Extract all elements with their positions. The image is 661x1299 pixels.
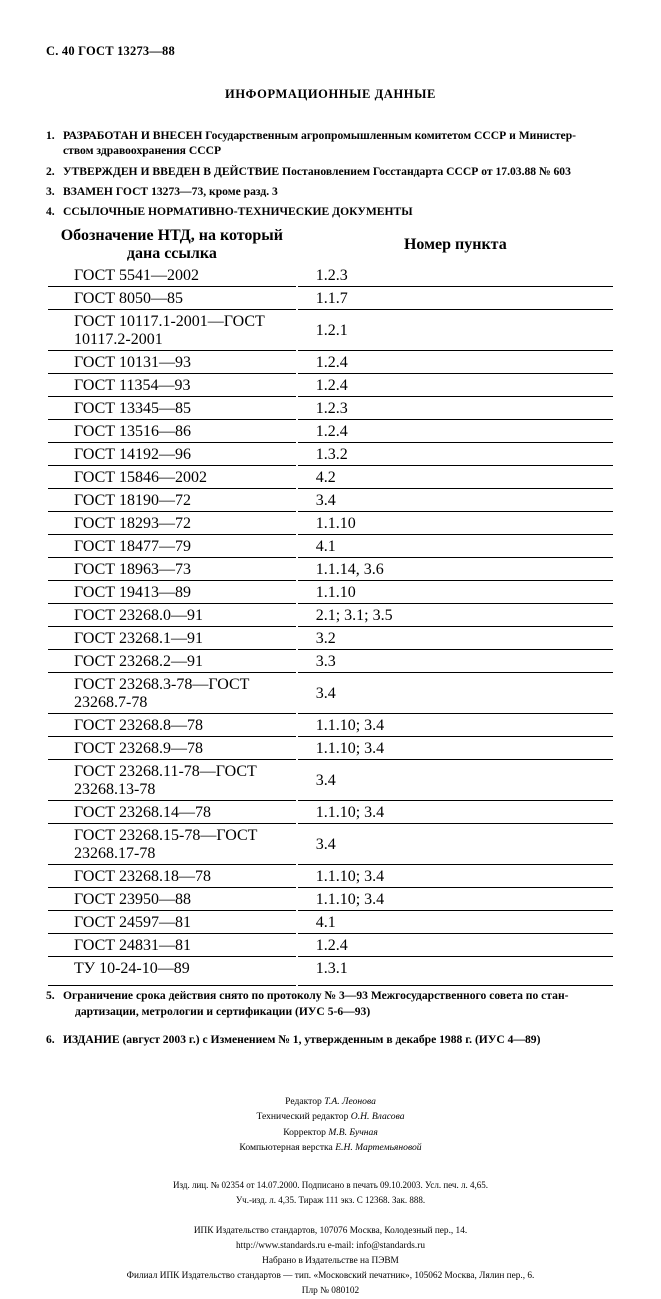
cell-ntd: ГОСТ 19413—89 <box>48 583 296 604</box>
cell-clause: 1.1.10; 3.4 <box>298 716 613 737</box>
note-number: 5. <box>46 989 55 1003</box>
column-header-ntd: Обозначение НТД, на который дана ссылка <box>60 227 283 263</box>
page-title: ИНФОРМАЦИОННЫЕ ДАННЫЕ <box>225 87 436 101</box>
cell-clause: 1.3.2 <box>298 445 613 466</box>
cell-ntd: ГОСТ 23268.18—78 <box>48 867 296 888</box>
cell-clause: 1.1.10 <box>298 583 613 604</box>
cell-clause: 3.4 <box>298 675 613 714</box>
table-row <box>48 803 613 824</box>
table-row <box>48 583 613 604</box>
cell-clause: 1.3.1 <box>298 959 613 986</box>
cell-ntd: ГОСТ 23950—88 <box>48 890 296 911</box>
cell-ntd: ГОСТ 8050—85 <box>48 289 296 310</box>
cell-ntd: ГОСТ 23268.15-78—ГОСТ 23268.17-78 <box>48 826 296 865</box>
cell-ntd: ГОСТ 13345—85 <box>48 399 296 420</box>
cell-clause: 1.2.3 <box>298 399 613 420</box>
cell-clause: 1.1.7 <box>298 289 613 310</box>
cell-ntd: ГОСТ 10131—93 <box>48 353 296 374</box>
item-line-1: УТВЕРЖДЕН И ВВЕДЕН В ДЕЙСТВИЕ Постановлением Госстандарта СССР от 17.03.88 № 603 <box>63 164 571 178</box>
table-row <box>48 353 613 374</box>
imprint-line: Изд. лиц. № 02354 от 14.07.2000. Подписано в печать 09.10.2003. Усл. печ. л. 4,65. <box>173 1179 488 1190</box>
reference-documents-table <box>46 224 615 988</box>
publisher-line: ИПК Издательство стандартов, 107076 Москва, Колодезный пер., 14. <box>193 1225 468 1236</box>
table-row <box>48 491 613 512</box>
table-row <box>48 422 613 443</box>
credit-line <box>46 1140 615 1156</box>
item-text <box>63 184 615 199</box>
table-row <box>48 537 613 558</box>
cell-ntd: ГОСТ 23268.8—78 <box>48 716 296 737</box>
table-row <box>48 266 613 287</box>
column-header-clause: Номер пункта <box>403 236 507 254</box>
note-number: 6. <box>46 1033 55 1047</box>
cell-clause: 3.4 <box>298 491 613 512</box>
cell-clause: 3.4 <box>298 826 613 865</box>
table-row <box>48 560 613 581</box>
table-row <box>48 606 613 627</box>
table-row <box>48 936 613 957</box>
cell-ntd: ГОСТ 23268.0—91 <box>48 606 296 627</box>
cell-clause: 1.2.4 <box>298 422 613 443</box>
cell-ntd: ГОСТ 18963—73 <box>48 560 296 581</box>
item-text <box>63 204 615 219</box>
publisher-website-line: http://www.standards.ru e-mail: info@standards.ru <box>236 1240 425 1251</box>
cell-clause: 1.1.14, 3.6 <box>298 560 613 581</box>
imprint-block <box>46 1178 615 1208</box>
cell-ntd: ГОСТ 18477—79 <box>48 537 296 558</box>
table-row <box>48 399 613 420</box>
table-row <box>48 514 613 535</box>
cell-ntd: ГОСТ 24597—81 <box>48 913 296 934</box>
table-row <box>48 739 613 760</box>
table-row <box>48 867 613 888</box>
note-item <box>46 1032 615 1048</box>
cell-clause: 1.2.3 <box>298 266 613 287</box>
cell-ntd: ГОСТ 18293—72 <box>48 514 296 535</box>
table-row <box>48 675 613 714</box>
cell-ntd: ГОСТ 24831—81 <box>48 936 296 957</box>
cell-clause: 1.1.10; 3.4 <box>298 803 613 824</box>
list-item <box>46 204 615 219</box>
list-item <box>46 128 615 159</box>
cell-clause: 3.4 <box>298 762 613 801</box>
credit-name: О.Н. Власова <box>350 1111 405 1123</box>
cell-ntd: ГОСТ 15846—2002 <box>48 468 296 489</box>
item-text <box>63 164 615 179</box>
item-number: 4. <box>46 205 55 219</box>
cell-ntd: ГОСТ 14192—96 <box>48 445 296 466</box>
item-line-2: ством здравоохранения СССР <box>63 144 222 158</box>
credit-role: Компьютерная верстка <box>239 1142 336 1154</box>
credit-line <box>46 1125 615 1141</box>
cell-clause: 3.3 <box>298 652 613 673</box>
credits-block <box>46 1094 615 1156</box>
publisher-line: Плр № 080102 <box>301 1285 360 1296</box>
cell-clause: 1.2.1 <box>298 312 613 351</box>
note-text <box>63 988 615 1020</box>
cell-clause: 1.2.4 <box>298 936 613 957</box>
cell-clause: 4.1 <box>298 913 613 934</box>
cell-clause: 1.2.4 <box>298 376 613 397</box>
cell-ntd: ГОСТ 5541—2002 <box>48 266 296 287</box>
publisher-line: Набрано в Издательстве на ПЭВМ <box>262 1255 399 1266</box>
note-text <box>63 1032 615 1048</box>
table-row <box>48 312 613 351</box>
note-line-1: Ограничение срока действия снято по протоколу № 3—93 Межгосударственного совета по стан- <box>63 989 569 1003</box>
cell-ntd: ГОСТ 23268.14—78 <box>48 803 296 824</box>
cell-ntd: ГОСТ 18190—72 <box>48 491 296 512</box>
cell-clause: 1.1.10; 3.4 <box>298 867 613 888</box>
note-line-2: дартизации, метрологии и сертификации (ИУС 5-6—93) <box>75 1005 371 1019</box>
cell-ntd: ГОСТ 23268.11-78—ГОСТ 23268.13-78 <box>48 762 296 801</box>
table-body <box>48 266 613 986</box>
credit-role: Корректор <box>283 1126 329 1138</box>
credit-name: М.В. Бучная <box>328 1126 378 1138</box>
table-row <box>48 913 613 934</box>
table-row <box>48 762 613 801</box>
item-line-1: РАЗРАБОТАН И ВНЕСЕН Государственным агропромышленным комитетом СССР и Министер- <box>63 129 577 142</box>
item-line-1: ВЗАМЕН ГОСТ 13273—73, кроме разд. 3 <box>63 184 278 198</box>
cell-ntd: ТУ 10-24-10—89 <box>48 959 296 986</box>
table-row <box>48 890 613 911</box>
table-row <box>48 959 613 986</box>
item-number: 3. <box>46 184 55 198</box>
page-header: С. 40 ГОСТ 13273—88 <box>46 44 175 58</box>
note-item <box>46 988 615 1020</box>
cell-ntd: ГОСТ 13516—86 <box>48 422 296 443</box>
credit-line <box>46 1109 615 1125</box>
cell-clause: 1.1.10; 3.4 <box>298 739 613 760</box>
cell-ntd: ГОСТ 23268.3-78—ГОСТ 23268.7-78 <box>48 675 296 714</box>
table-row <box>48 716 613 737</box>
cell-clause: 4.1 <box>298 537 613 558</box>
credit-name: Т.А. Леонова <box>324 1095 376 1107</box>
item-number: 1. <box>46 129 55 142</box>
table-row <box>48 826 613 865</box>
list-item <box>46 164 615 179</box>
cell-clause: 1.1.10; 3.4 <box>298 890 613 911</box>
item-line-1: ССЫЛОЧНЫЕ НОРМАТИВНО-ТЕХНИЧЕСКИЕ ДОКУМЕНТЫ <box>63 205 413 219</box>
list-item <box>46 184 615 199</box>
item-number: 2. <box>46 164 55 178</box>
cell-clause: 4.2 <box>298 468 613 489</box>
cell-ntd: ГОСТ 23268.9—78 <box>48 739 296 760</box>
item-text <box>63 128 615 159</box>
table-row <box>48 468 613 489</box>
table-row <box>48 629 613 650</box>
publisher-block <box>46 1224 615 1299</box>
note-line-1: ИЗДАНИЕ (август 2003 г.) с Изменением № 1, утвержденным в декабре 1988 г. (ИУС 4—89) <box>63 1033 541 1047</box>
cell-clause: 1.1.10 <box>298 514 613 535</box>
cell-ntd: ГОСТ 23268.2—91 <box>48 652 296 673</box>
publisher-line: Филиал ИПК Издательство стандартов — тип. «Московский печатник», 105062 Москва, Лялин пер., 6. <box>126 1270 535 1281</box>
table-header-row <box>48 226 613 264</box>
credit-role: Технический редактор <box>256 1111 351 1123</box>
info-items-list <box>46 128 615 219</box>
credit-line <box>46 1094 615 1110</box>
table-row <box>48 445 613 466</box>
cell-clause: 1.2.4 <box>298 353 613 374</box>
table-row <box>48 376 613 397</box>
cell-clause: 2.1; 3.1; 3.5 <box>298 606 613 627</box>
imprint-line: Уч.-изд. л. 4,35. Тираж 111 экз. С 12368. Зак. 888. <box>235 1194 426 1205</box>
cell-ntd: ГОСТ 23268.1—91 <box>48 629 296 650</box>
cell-ntd: ГОСТ 10117.1-2001—ГОСТ 10117.2-2001 <box>48 312 296 351</box>
cell-clause: 3.2 <box>298 629 613 650</box>
table-row <box>48 652 613 673</box>
cell-ntd: ГОСТ 11354—93 <box>48 376 296 397</box>
credit-name: Е.Н. Мартемьяновой <box>335 1142 422 1154</box>
table-row <box>48 289 613 310</box>
credit-role: Редактор <box>285 1095 325 1107</box>
